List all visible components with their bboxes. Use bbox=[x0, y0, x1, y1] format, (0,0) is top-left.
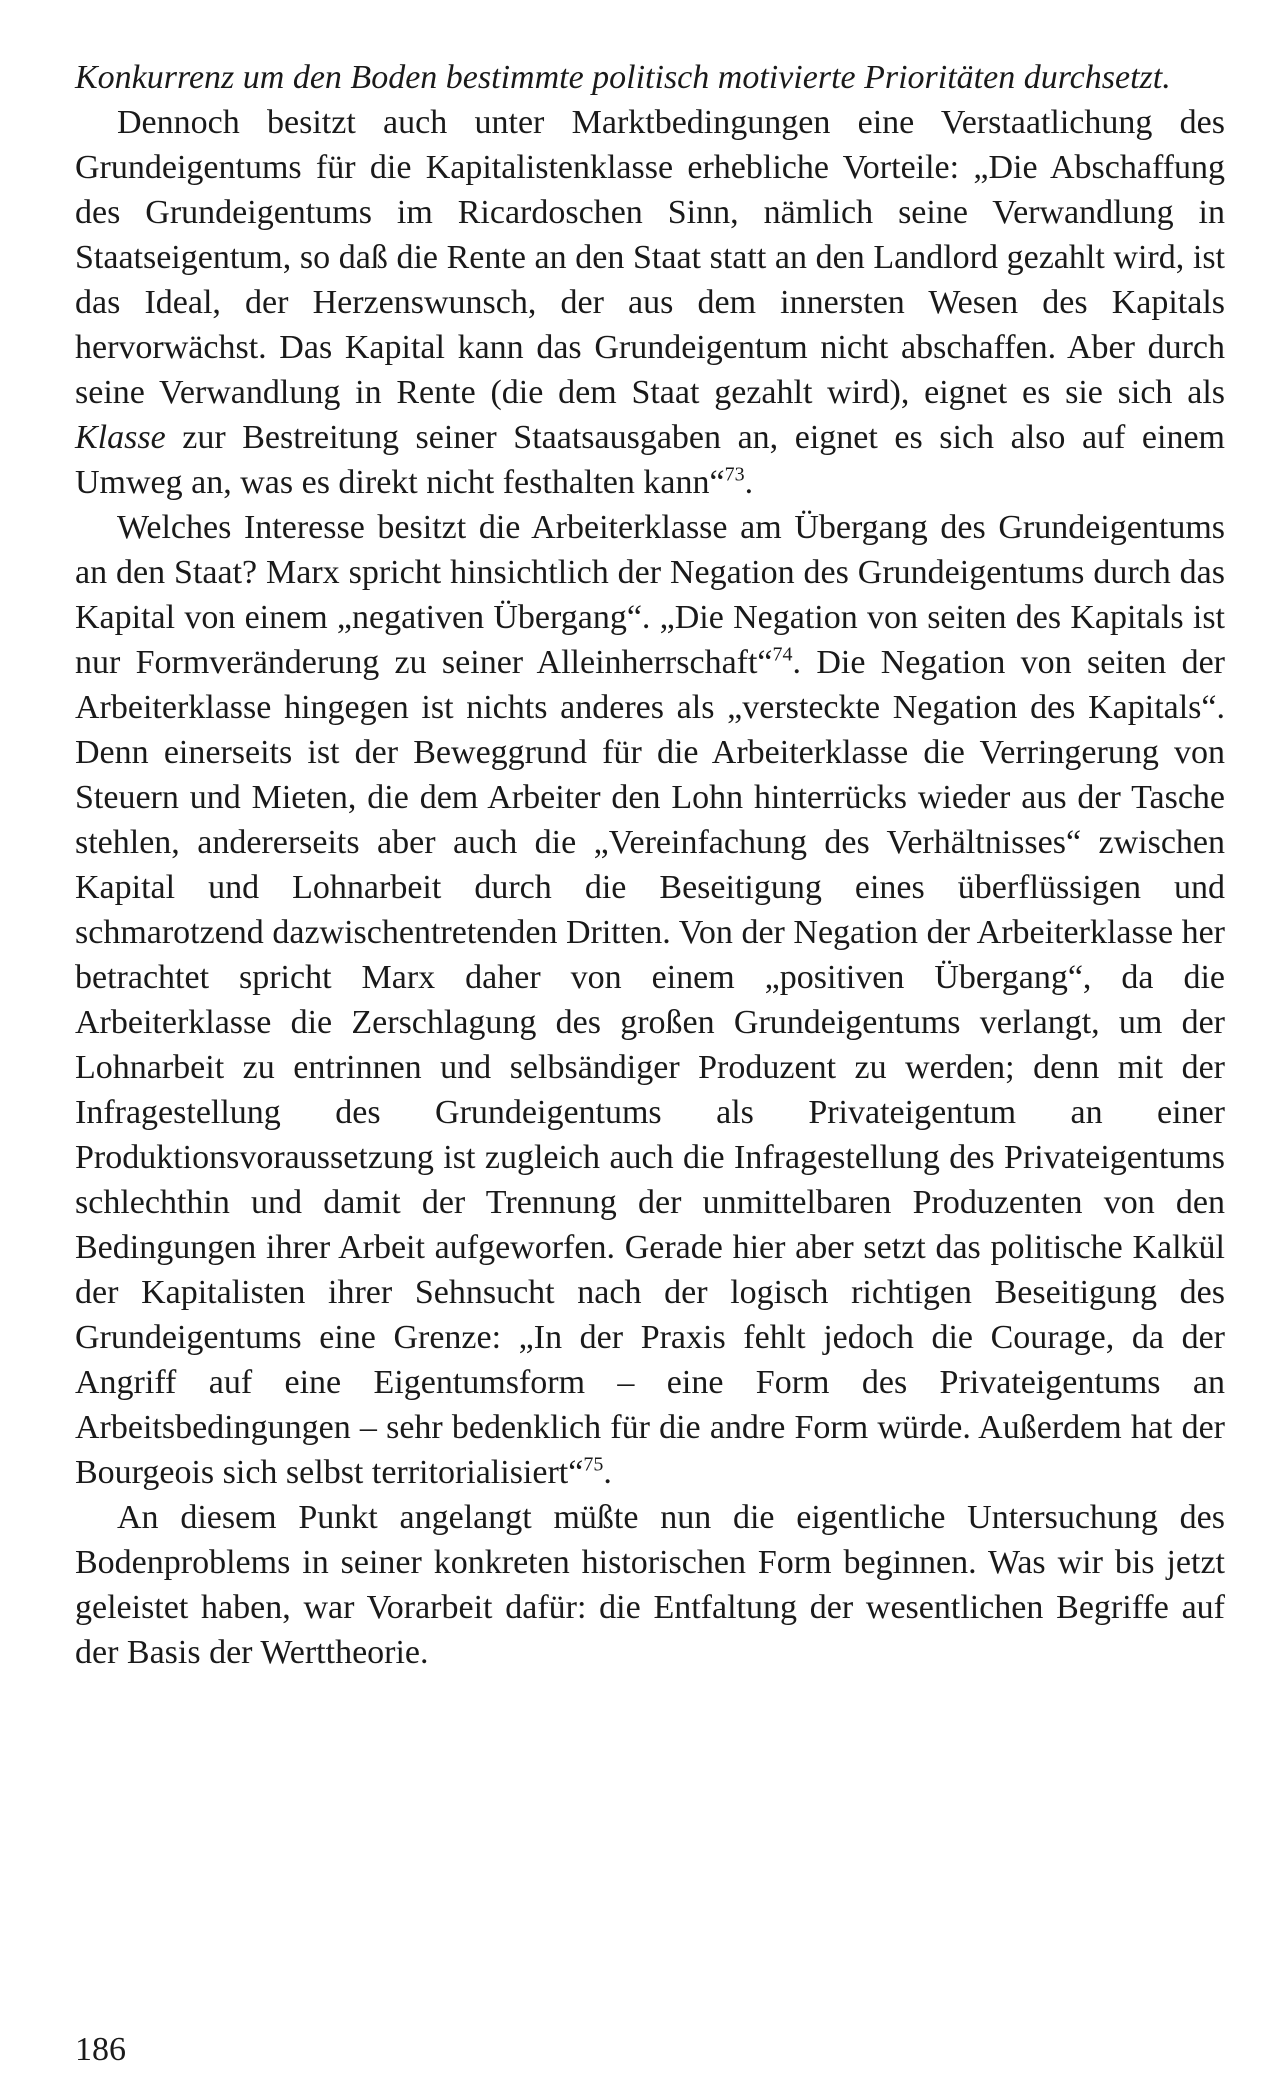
paragraph-text: zur Bestreitung seiner Staatsausgaben an, eignet es sich also auf einem Umweg an, was es direkt nicht festhalten kann“ bbox=[75, 419, 1225, 501]
paragraph-text: . bbox=[603, 1454, 612, 1491]
page-body bbox=[75, 55, 1225, 1675]
footnote-ref-74: 74 bbox=[772, 643, 793, 666]
emphasis-klasse: Klasse bbox=[75, 419, 166, 456]
paragraph-text: Konkurrenz um den Boden bestimmte politisch motivierte Prioritäten durchsetzt. bbox=[75, 59, 1171, 96]
paragraph-continuation bbox=[75, 55, 1225, 100]
footnote-ref-73: 73 bbox=[724, 463, 745, 486]
footnote-ref-75: 75 bbox=[583, 1453, 604, 1476]
paragraph-text: An diesem Punkt angelangt müßte nun die eigentliche Untersuchung des Bodenproblems in seiner konkreten historischen Form beginnen. Was wir bis jetzt geleistet haben, war Vorarbeit dafür: die Entfaltung der wesentlichen Begriffe auf der Basis der Werttheorie. bbox=[75, 1499, 1225, 1671]
paragraph-verstaatlichung bbox=[75, 100, 1225, 505]
paragraph-bodenproblem bbox=[75, 1495, 1225, 1675]
paragraph-text: . Die Negation von seiten der Arbeiterklasse hingegen ist nichts anderes als „versteckte Negation des Kapitals“. Denn einerseits ist der Beweggrund für die Arbeiterklasse die Verringerung von Steuern und Mieten, die dem Arbeiter den Lohn hinterrücks wieder aus der Tasche stehlen, andererseits aber auch die „Vereinfachung des Verhältnisses“ zwischen Kapital und Lohnarbeit durch die Beseitigung eines überflüssigen und schmarotzend dazwischentretenden Dritten. Von der Negation der Arbeiterklasse her betrachtet spricht Marx daher von einem „positiven Übergang“, da die Arbeiterklasse die Zerschlagung des großen Grundeigentums verlangt, um der Lohnarbeit zu entrinnen und selbsändiger Produzent zu werden; denn mit der Infragestellung des Grundeigentums als Privateigentum an einer Produktionsvoraussetzung ist zugleich auch die Infragestellung des Privateigentums schlechthin und damit der Trennung der unmittelbaren Produzenten von den Bedingungen ihrer Arbeit aufgeworfen. Gerade hier aber setzt das politische Kalkül der Kapitalisten ihrer Sehnsucht nach der logisch richtigen Beseitigung des Grundeigentums eine Grenze: „In der Praxis fehlt jedoch die Courage, da der Angriff auf eine Eigentumsform – eine Form des Privateigentums an Arbeitsbedingungen – sehr bedenklich für die andre Form würde. Außerdem hat der Bourgeois sich selbst territorialisiert“ bbox=[75, 644, 1225, 1491]
page-number: 186 bbox=[75, 2031, 126, 2068]
paragraph-text: Dennoch besitzt auch unter Marktbedingungen eine Verstaatlichung des Grundeigentums für die Kapitalistenklasse erhebliche Vorteile: „Die Abschaffung des Grundeigentums im Ricardoschen Sinn, nämlich seine Verwandlung in Staatseigentum, so daß die Rente an den Staat statt an den Landlord gezahlt wird, ist das Ideal, der Herzenswunsch, der aus dem innersten Wesen des Kapitals hervorwächst. Das Kapital kann das Grundeigentum nicht abschaffen. Aber durch seine Verwandlung in Rente (die dem Staat gezahlt wird), eignet es sie sich als bbox=[75, 104, 1225, 411]
paragraph-arbeiterklasse bbox=[75, 505, 1225, 1495]
paragraph-text: Welches Interesse besitzt die Arbeiterklasse am Übergang des Grundeigentums an den Staat? Marx spricht hinsichtlich der Negation des Grundeigentums durch das Kapital von einem „negativen Übergang“. „Die Negation von seiten des Kapitals ist nur Formveränderung zu seiner Alleinherrschaft“ bbox=[75, 509, 1225, 681]
paragraph-text: . bbox=[744, 464, 754, 501]
